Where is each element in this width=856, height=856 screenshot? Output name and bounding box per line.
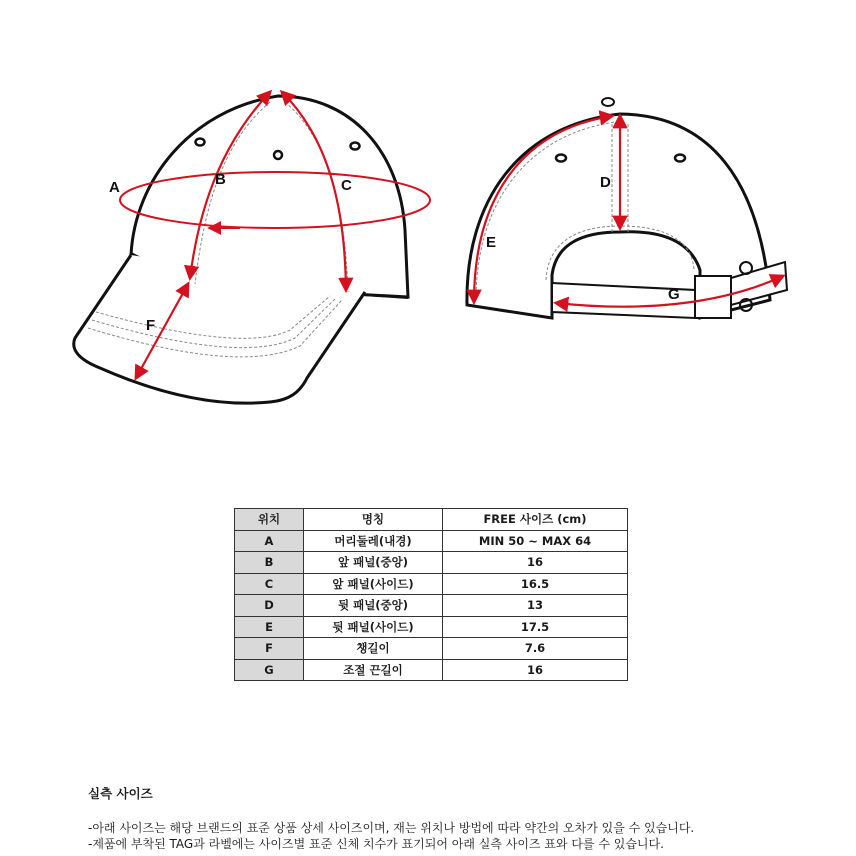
header-size: FREE 사이즈 (cm) bbox=[443, 509, 628, 531]
table-row bbox=[235, 616, 628, 638]
label-g: G bbox=[668, 286, 680, 303]
cell-size: 16 bbox=[443, 659, 628, 681]
label-f: F bbox=[146, 317, 156, 334]
size-table bbox=[234, 508, 628, 681]
cell-size: 16.5 bbox=[443, 573, 628, 595]
cell-position: C bbox=[235, 573, 304, 595]
cell-position: B bbox=[235, 552, 304, 574]
header-name: 명칭 bbox=[304, 509, 443, 531]
cell-size: 7.6 bbox=[443, 638, 628, 660]
cell-size: 17.5 bbox=[443, 616, 628, 638]
cell-size: 13 bbox=[443, 595, 628, 617]
cell-name: 머리둘레(내경) bbox=[304, 530, 443, 552]
cell-position: A bbox=[235, 530, 304, 552]
note-line: -제품에 부착된 TAG과 라벨에는 사이즈별 표준 신체 치수가 표기되어 아래 실측 사이즈 표와 다를 수 있습니다. bbox=[88, 837, 664, 851]
label-d: D bbox=[600, 174, 611, 191]
front-view-cap bbox=[74, 92, 430, 403]
label-a: A bbox=[109, 179, 120, 196]
cell-name: 앞 패널(사이드) bbox=[304, 573, 443, 595]
cell-position: E bbox=[235, 616, 304, 638]
table-row bbox=[235, 552, 628, 574]
table-row bbox=[235, 659, 628, 681]
cell-size: 16 bbox=[443, 552, 628, 574]
cell-name: 뒷 패널(중앙) bbox=[304, 595, 443, 617]
label-e: E bbox=[486, 234, 497, 251]
table-row bbox=[235, 530, 628, 552]
header-position: 위치 bbox=[235, 509, 304, 531]
table-row bbox=[235, 573, 628, 595]
table-row bbox=[235, 638, 628, 660]
cell-name: 챙길이 bbox=[304, 638, 443, 660]
cell-name: 조절 끈길이 bbox=[304, 659, 443, 681]
table-header-row bbox=[235, 509, 628, 531]
notes-title: 실측 사이즈 bbox=[88, 786, 153, 801]
cell-position: F bbox=[235, 638, 304, 660]
label-b: B bbox=[215, 171, 226, 188]
cell-name: 뒷 패널(사이드) bbox=[304, 616, 443, 638]
size-notes bbox=[88, 786, 694, 852]
back-view-cap bbox=[467, 98, 787, 318]
label-c: C bbox=[341, 177, 352, 194]
cell-position: D bbox=[235, 595, 304, 617]
cell-size: MIN 50 ~ MAX 64 bbox=[443, 530, 628, 552]
note-line: -아래 사이즈는 해당 브랜드의 표준 상품 상세 사이즈이며, 재는 위치나 방법에 따라 약간의 오차가 있을 수 있습니다. bbox=[88, 821, 695, 835]
cell-name: 앞 패널(중앙) bbox=[304, 552, 443, 574]
cell-position: G bbox=[235, 659, 304, 681]
table-row bbox=[235, 595, 628, 617]
